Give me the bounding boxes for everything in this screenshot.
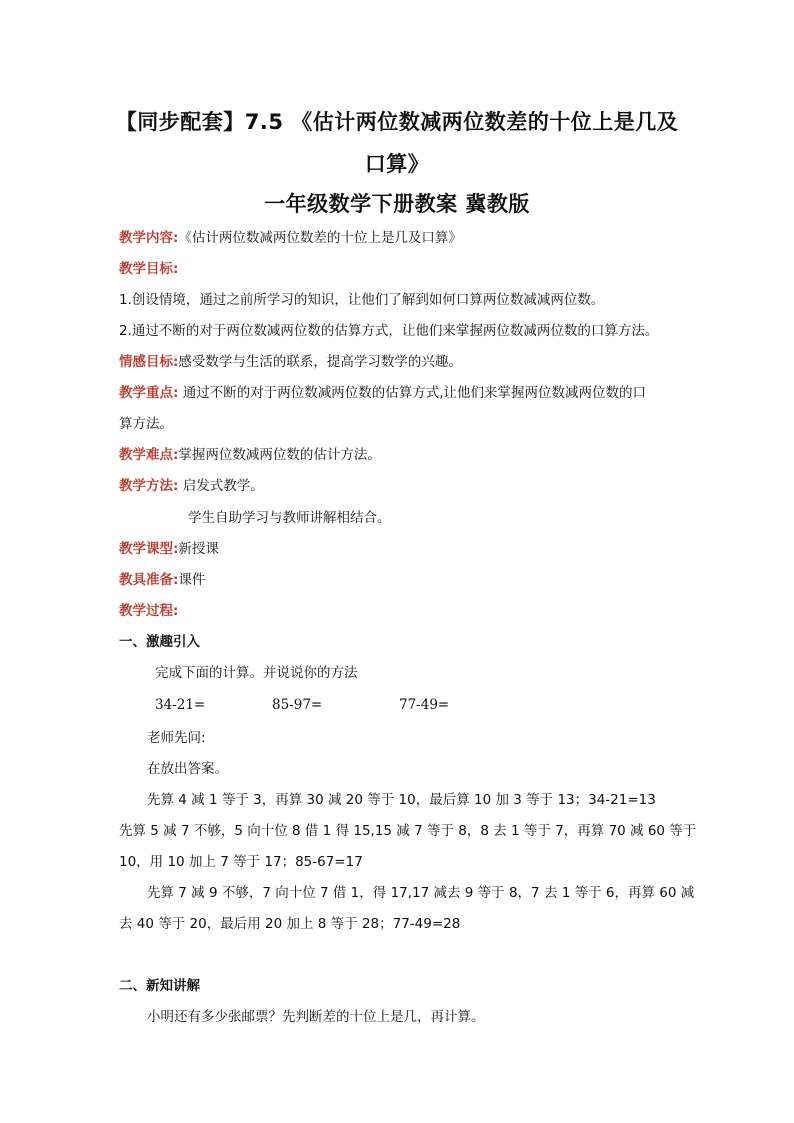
emotion-goal-label: 情感目标:	[119, 354, 179, 370]
teacher-ask: 老师先问:	[147, 730, 206, 746]
key-point-label: 教学重点:	[119, 385, 179, 401]
solution-paragraph-1: 先算 4 减 1 等于 3，再算 30 减 20 等于 10，最后算 10 加 3 等于 13；34-21=13	[147, 792, 656, 808]
teaching-goal-2: 2.通过不断的对于两位数减两位数的估算方式，让他们来掌握两位数减两位数的口算方法。	[119, 323, 659, 339]
section-1-heading: 一、激趣引入	[119, 634, 200, 650]
key-point-text-continued: 算方法。	[119, 416, 173, 432]
solution-paragraph-2-line-2: 10，用 10 加上 7 等于 17；85-67=17	[119, 854, 363, 870]
teaching-content	[119, 229, 462, 247]
exercise-3: 77-49=	[399, 697, 450, 713]
teaching-tools-text: 课件	[178, 572, 206, 588]
exercise-1: 34-21=	[155, 697, 206, 713]
solution-paragraph-2-line-1: 先算 5 减 7 不够，5 向十位 8 借 1 得 15,15 减 7 等于 8，8 去 1 等于 7，再算 70 减 60 等于	[119, 823, 697, 839]
emotion-goal	[119, 353, 462, 371]
lesson-type-label: 教学课型:	[119, 541, 179, 557]
exercise-2: 85-97=	[272, 697, 323, 713]
method	[119, 477, 264, 495]
key-point	[119, 384, 646, 402]
lesson-type	[119, 540, 219, 558]
teaching-tools	[119, 571, 205, 589]
teaching-goal-1: 1.创设情境，通过之前所学习的知识，让他们了解到如何口算两位数减减两位数。	[119, 292, 605, 308]
teaching-tools-label: 教具准备:	[119, 572, 179, 588]
document-title-line-2: 口算》	[364, 152, 430, 176]
show-answer: 在放出答案。	[147, 761, 228, 777]
section-2-text: 小明还有多少张邮票？先判断差的十位上是几，再计算。	[147, 1009, 485, 1025]
document-title-line-1: 【同步配套】7.5 《估计两位数减两位数差的十位上是几及	[115, 110, 679, 134]
difficulty-text: 掌握两位数减两位数的估计方法。	[178, 447, 381, 463]
section-2-heading: 二、新知讲解	[119, 978, 200, 994]
teaching-process-label: 教学过程:	[119, 603, 179, 619]
key-point-text: 通过不断的对于两位数减两位数的估算方式,让他们来掌握两位数减两位数的口	[182, 385, 646, 401]
teaching-goals-label: 教学目标:	[119, 261, 179, 277]
method-text-1: 启发式教学。	[182, 478, 264, 494]
solution-paragraph-3-line-1: 先算 7 减 9 不够，7 向十位 7 借 1，得 17,17 减去 9 等于 8，7 去 1 等于 6，再算 60 减	[147, 885, 695, 901]
method-text-2: 学生自助学习与教师讲解相结合。	[188, 510, 391, 526]
difficulty	[119, 446, 381, 464]
section-1-instruction: 完成下面的计算。并说说你的方法	[155, 665, 358, 681]
teaching-content-text: 《估计两位数减两位数差的十位上是几及口算》	[178, 230, 462, 246]
document-subtitle: 一年级数学下册教案 冀教版	[264, 192, 530, 216]
solution-paragraph-3-line-2: 去 40 等于 20，最后用 20 加上 8 等于 28；77-49=28	[119, 916, 461, 932]
method-label: 教学方法:	[119, 478, 179, 494]
teaching-content-label: 教学内容:	[119, 230, 179, 246]
difficulty-label: 教学难点:	[119, 447, 179, 463]
lesson-type-text: 新授课	[178, 541, 219, 557]
emotion-goal-text: 感受数学与生活的联系，提高学习数学的兴趣。	[178, 354, 462, 370]
